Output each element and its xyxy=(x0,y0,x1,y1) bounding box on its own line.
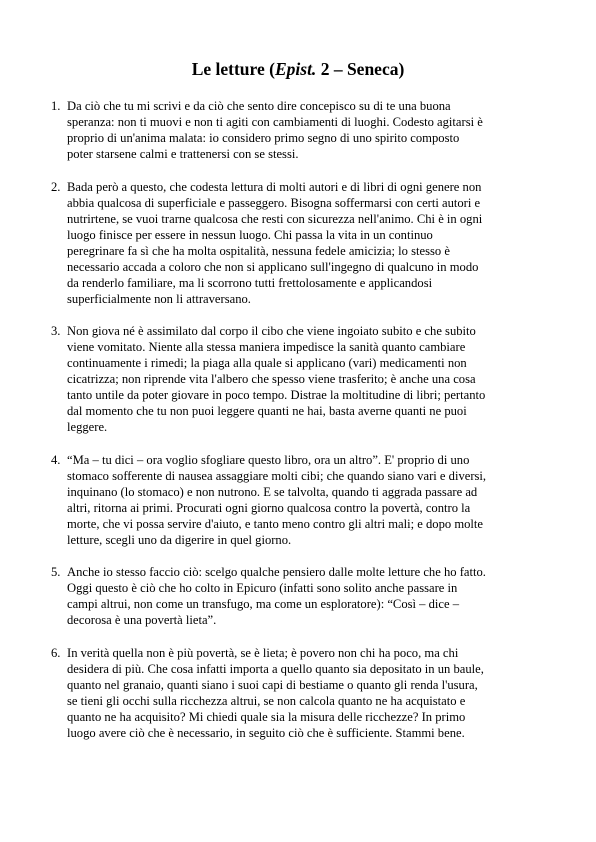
paragraph-number: 6. xyxy=(51,645,61,660)
paragraph-number: 4. xyxy=(51,452,61,467)
paragraph-3 xyxy=(0,323,596,435)
paragraph-4 xyxy=(0,452,596,548)
paragraph-text: In verità quella non è più povertà, se è lieta; è povero non chi ha poco, ma chi desidera di più. Che cosa infatti importa a quello quanto sia depositato in un baule, quanto nel granaio, quanti siano i suoi capi di bestiame o quanto gli renda l'usura, se tieni gli occhi sulla ricchezza altrui, se non calcola quanto ne ha acquistato e quanto ne ha acquisito? Mi chiedi quale sia la misura delle ricchezze? In primo luogo avere ciò che è necessario, in seguito ciò che è sufficiente. Stammi bene. xyxy=(67,645,484,740)
paragraph-number: 2. xyxy=(51,179,61,194)
paragraph-text: Da ciò che tu mi scrivi e da ciò che sento dire concepisco su di te una buona speranza: non ti muovi e non ti agiti con cambiamenti di luoghi. Codesto agitarsi è proprio di un'anima malata: io considero primo segno di uno spirito composto poter starsene calmi e trattenersi con se stessi. xyxy=(67,99,483,161)
paragraph-2 xyxy=(0,179,596,307)
paragraph-6 xyxy=(0,645,596,741)
paragraph-text: Bada però a questo, che codesta lettura di molti autori e di libri di ogni genere non abbia qualcosa di superficiale e passeggero. Bisogna soffermarsi con certi autori e nutrirtene, se vuoi trarne qualcosa che resti con sicurezza nell'animo. Chi è in ogni luogo finisce per essere in nessun luogo. Chi passa la vita in un continuo peregrinare fa sì che ha molta ospitalità, nessuna fedele amicizia; lo stesso è necessario accada a coloro che non si applicano sull'ingegno di qualcuno in modo da renderlo familiare, ma li scorrono tutti frettolosamente e applicandosi superficialmente non li attraversano. xyxy=(67,179,483,306)
paragraph-number: 1. xyxy=(51,99,61,113)
paragraph-5 xyxy=(0,564,596,628)
paragraph-text: “Ma – tu dici – ora voglio sfogliare questo libro, ora un altro”. E' proprio di uno stomaco sofferente di nausea assaggiare molti cibi; che quando siano vari e diversi, inquinano (lo stomaco) e non nutrono. E se talvolta, quando ti aggrada passare ad altri, ritorna ai primi. Procurati ogni giorno qualcosa contro la povertà, contro la morte, che vi possa servire d'aiuto, e tanto meno contro gli altri mali; e dopo molte letture, scegli uno da digerire in quel giorno. xyxy=(67,452,487,547)
title-italic-epist: Epist. xyxy=(274,59,317,79)
paragraph-text: Non giova né è assimilato dal corpo il cibo che viene ingoiato subito e che subito viene vomitato. Niente alla stessa maniera impedisce la sanità quanto cambiare continuamente i rimedi; la piaga alla quale si applicano (vari) medicamenti non cicatrizza; non riprende vita l'albero che spesso viene trasferito; è anche una cosa tanto untile da poter giovare in poco tempo. Distrae la moltitudine di libri; pertanto dal momento che tu non puoi leggere quanti ne hai, basta averne quanti ne puoi leggere. xyxy=(67,324,486,434)
paragraph-list xyxy=(0,98,596,757)
title-suffix: 2 – Seneca) xyxy=(316,59,405,79)
document-title xyxy=(0,58,596,80)
paragraph-number: 3. xyxy=(51,324,61,338)
paragraph-1 xyxy=(0,98,596,162)
paragraph-text: Anche io stesso faccio ciò: scelgo qualche pensiero dalle molte letture che ho fatto. Oggi questo è ciò che ho colto in Epicuro (infatti sono solito anche passare in campi altrui, non come un transfugo, ma come un esploratore): “Così – dice – decorosa è una povertà lieta”. xyxy=(67,565,486,627)
paragraph-number: 5. xyxy=(51,565,61,579)
title-prefix: Le letture ( xyxy=(191,59,275,79)
